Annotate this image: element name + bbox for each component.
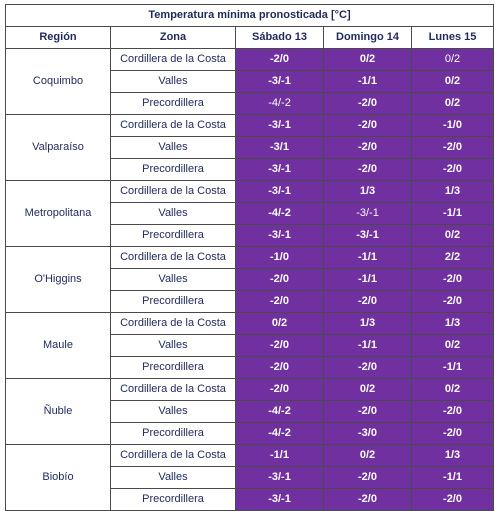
header-region: Región: [6, 27, 111, 49]
temp-value-day3: -2/0: [412, 401, 494, 423]
temp-value-day1: -4/-2: [236, 401, 324, 423]
table-row: [6, 313, 494, 335]
temp-value-day1: -3/1: [236, 137, 324, 159]
table-row: [6, 181, 494, 203]
temp-value-day3: -2/0: [412, 291, 494, 313]
temp-value-day3: -1/0: [412, 115, 494, 137]
temp-value-day1: -3/-1: [236, 159, 324, 181]
temp-value-day1: -2/0: [236, 357, 324, 379]
temp-value-day3: -2/0: [412, 159, 494, 181]
temp-value-day2: -2/0: [324, 93, 412, 115]
zone-name: Valles: [111, 335, 236, 357]
table-row: [6, 49, 494, 71]
zone-name: Cordillera de la Costa: [111, 247, 236, 269]
temp-value-day2: -3/-1: [324, 203, 412, 225]
temp-value-day3: -1/1: [412, 467, 494, 489]
temp-value-day3: -1/1: [412, 357, 494, 379]
temp-value-day3: 1/3: [412, 313, 494, 335]
temp-value-day1: -4/-2: [236, 203, 324, 225]
temp-value-day1: -3/-1: [236, 71, 324, 93]
header-day1: Sábado 13: [236, 27, 324, 49]
zone-name: Cordillera de la Costa: [111, 49, 236, 71]
zone-name: Precordillera: [111, 357, 236, 379]
temp-value-day1: -2/0: [236, 49, 324, 71]
zone-name: Precordillera: [111, 159, 236, 181]
header-day2: Domingo 14: [324, 27, 412, 49]
region-name: Ñuble: [6, 379, 111, 445]
table-row: [6, 445, 494, 467]
zone-name: Precordillera: [111, 489, 236, 511]
temp-value-day3: -1/1: [412, 203, 494, 225]
temp-value-day1: -4/-2: [236, 423, 324, 445]
temp-value-day2: -2/0: [324, 291, 412, 313]
zone-name: Cordillera de la Costa: [111, 313, 236, 335]
region-name: Coquimbo: [6, 49, 111, 115]
temp-value-day1: -3/-1: [236, 225, 324, 247]
temp-value-day2: -3/-1: [324, 225, 412, 247]
table-row: [6, 379, 494, 401]
temp-value-day2: 1/3: [324, 181, 412, 203]
temp-value-day2: -2/0: [324, 489, 412, 511]
region-name: Maule: [6, 313, 111, 379]
temp-value-day2: 1/3: [324, 313, 412, 335]
table-row: [6, 247, 494, 269]
zone-name: Valles: [111, 203, 236, 225]
temp-value-day3: 0/2: [412, 379, 494, 401]
temp-value-day2: -2/0: [324, 467, 412, 489]
zone-name: Precordillera: [111, 423, 236, 445]
zone-name: Valles: [111, 71, 236, 93]
region-name: O'Higgins: [6, 247, 111, 313]
zone-name: Precordillera: [111, 93, 236, 115]
temp-value-day2: -1/1: [324, 247, 412, 269]
zone-name: Precordillera: [111, 291, 236, 313]
temp-value-day3: -2/0: [412, 137, 494, 159]
temp-value-day1: -2/0: [236, 291, 324, 313]
header-zona: Zona: [111, 27, 236, 49]
zone-name: Cordillera de la Costa: [111, 379, 236, 401]
temp-value-day2: -2/0: [324, 357, 412, 379]
temp-value-day2: -2/0: [324, 137, 412, 159]
zone-name: Cordillera de la Costa: [111, 445, 236, 467]
zone-name: Valles: [111, 137, 236, 159]
temp-value-day2: -1/1: [324, 335, 412, 357]
zone-name: Valles: [111, 467, 236, 489]
temp-value-day3: 0/2: [412, 335, 494, 357]
table-title: Temperatura mínima pronosticada [°C]: [6, 5, 494, 27]
zone-name: Cordillera de la Costa: [111, 181, 236, 203]
region-name: Valparaíso: [6, 115, 111, 181]
temp-value-day1: -2/0: [236, 335, 324, 357]
forecast-table: [5, 4, 494, 511]
zone-name: Precordillera: [111, 225, 236, 247]
temp-value-day1: -2/0: [236, 269, 324, 291]
zone-name: Valles: [111, 269, 236, 291]
table-body: [6, 49, 494, 511]
temp-value-day1: -3/-1: [236, 467, 324, 489]
temp-value-day2: -3/0: [324, 423, 412, 445]
temp-value-day2: -1/1: [324, 269, 412, 291]
temp-value-day1: -3/-1: [236, 115, 324, 137]
table-row: [6, 115, 494, 137]
temp-value-day3: 0/2: [412, 93, 494, 115]
region-name: Biobío: [6, 445, 111, 511]
zone-name: Cordillera de la Costa: [111, 115, 236, 137]
temp-value-day3: 0/2: [412, 225, 494, 247]
temp-value-day1: -1/1: [236, 445, 324, 467]
temp-value-day2: -2/0: [324, 115, 412, 137]
temp-value-day2: 0/2: [324, 445, 412, 467]
temp-value-day3: 1/3: [412, 445, 494, 467]
temp-value-day3: 0/2: [412, 71, 494, 93]
temp-value-day3: -2/0: [412, 423, 494, 445]
temp-value-day2: -2/0: [324, 401, 412, 423]
temp-value-day1: -4/-2: [236, 93, 324, 115]
temp-value-day3: 1/3: [412, 181, 494, 203]
temp-value-day2: -2/0: [324, 159, 412, 181]
region-name: Metropolitana: [6, 181, 111, 247]
temp-value-day2: 0/2: [324, 379, 412, 401]
temp-value-day3: 2/2: [412, 247, 494, 269]
temp-value-day1: 0/2: [236, 313, 324, 335]
temp-value-day1: -3/-1: [236, 181, 324, 203]
zone-name: Valles: [111, 401, 236, 423]
temp-value-day1: -1/0: [236, 247, 324, 269]
temp-value-day3: 0/2: [412, 49, 494, 71]
temp-value-day3: -2/0: [412, 269, 494, 291]
temp-value-day1: -3/-1: [236, 489, 324, 511]
temp-value-day1: -2/0: [236, 379, 324, 401]
header-day3: Lunes 15: [412, 27, 494, 49]
temp-value-day2: 0/2: [324, 49, 412, 71]
temp-value-day3: -2/0: [412, 489, 494, 511]
temp-value-day2: -1/1: [324, 71, 412, 93]
